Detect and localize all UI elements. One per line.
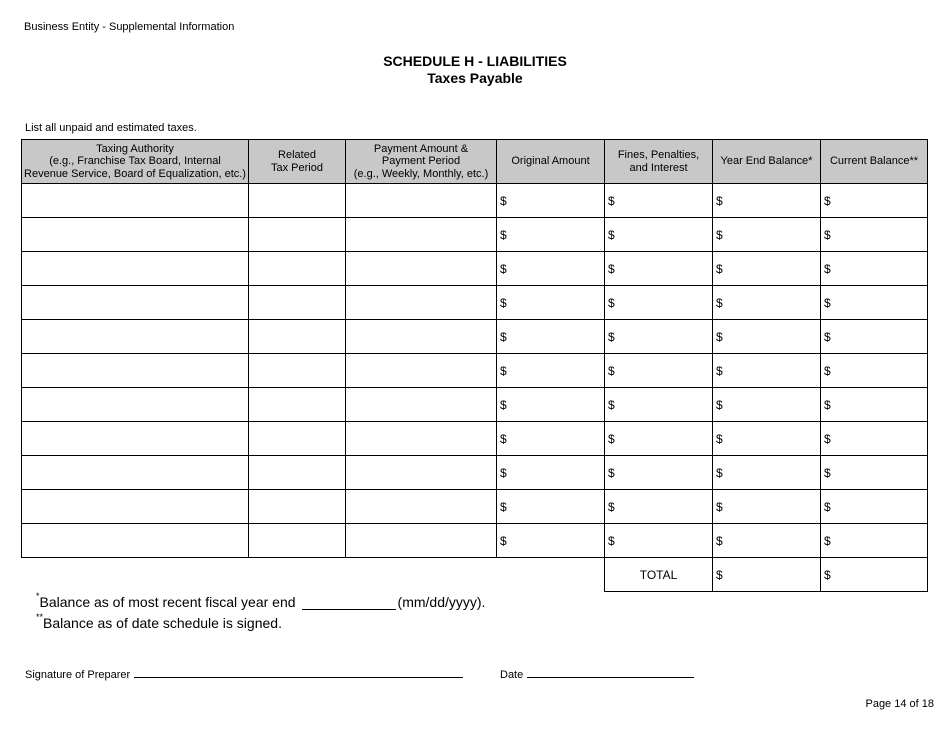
table-cell[interactable] [821, 354, 928, 388]
table-cell[interactable] [22, 218, 249, 252]
table-cell[interactable] [821, 456, 928, 490]
currency-symbol: $ [824, 499, 831, 514]
currency-symbol: $ [716, 329, 723, 344]
table-cell[interactable] [605, 286, 713, 320]
currency-symbol: $ [716, 295, 723, 310]
currency-symbol: $ [500, 363, 507, 378]
table-cell[interactable] [497, 252, 605, 286]
column-header: Current Balance** [821, 140, 928, 184]
table-cell[interactable] [497, 388, 605, 422]
document-header: Business Entity - Supplemental Information [24, 21, 235, 33]
table-cell[interactable] [605, 388, 713, 422]
taxes-payable-table [21, 139, 928, 592]
table-cell[interactable] [713, 252, 821, 286]
currency-symbol: $ [716, 567, 723, 582]
date-blank-field[interactable] [302, 595, 396, 610]
column-header: Related Tax Period [249, 140, 346, 184]
currency-symbol: $ [716, 363, 723, 378]
table-cell[interactable] [249, 524, 346, 558]
table-cell[interactable] [249, 286, 346, 320]
currency-symbol: $ [824, 295, 831, 310]
currency-symbol: $ [500, 329, 507, 344]
currency-symbol: $ [500, 193, 507, 208]
table-cell[interactable] [22, 252, 249, 286]
currency-symbol: $ [608, 533, 615, 548]
currency-symbol: $ [824, 465, 831, 480]
table-cell[interactable] [22, 354, 249, 388]
table-cell[interactable] [22, 320, 249, 354]
currency-symbol: $ [500, 431, 507, 446]
total-row-spacer [22, 558, 605, 592]
table-cell[interactable] [22, 456, 249, 490]
currency-symbol: $ [608, 397, 615, 412]
table-row [22, 184, 928, 218]
table-cell[interactable] [346, 354, 497, 388]
table-row [22, 286, 928, 320]
table-cell[interactable] [346, 320, 497, 354]
table-cell[interactable] [346, 252, 497, 286]
table-cell[interactable] [821, 184, 928, 218]
preparer-signature [25, 666, 463, 681]
table-cell[interactable] [605, 184, 713, 218]
table-row [22, 320, 928, 354]
table-cell[interactable] [713, 354, 821, 388]
currency-symbol: $ [608, 295, 615, 310]
currency-symbol: $ [716, 227, 723, 242]
table-cell[interactable] [497, 354, 605, 388]
currency-symbol: $ [824, 431, 831, 446]
currency-symbol: $ [608, 329, 615, 344]
table-cell[interactable] [346, 524, 497, 558]
column-header: Year End Balance* [713, 140, 821, 184]
date-format-hint: (mm/dd/yyyy). [397, 594, 486, 610]
table-cell[interactable] [249, 320, 346, 354]
table-cell[interactable] [497, 456, 605, 490]
table-header-row [22, 140, 928, 184]
table-cell[interactable] [713, 286, 821, 320]
currency-symbol: $ [824, 533, 831, 548]
currency-symbol: $ [500, 499, 507, 514]
currency-symbol: $ [608, 363, 615, 378]
table-cell[interactable] [249, 490, 346, 524]
table-cell[interactable] [346, 286, 497, 320]
table-cell[interactable] [249, 184, 346, 218]
table-row [22, 490, 928, 524]
table-cell[interactable] [249, 354, 346, 388]
table-cell[interactable] [821, 422, 928, 456]
currency-symbol: $ [500, 261, 507, 276]
table-cell[interactable] [346, 456, 497, 490]
currency-symbol: $ [716, 193, 723, 208]
schedule-title [0, 53, 950, 87]
table-cell[interactable] [821, 286, 928, 320]
table-cell[interactable] [22, 490, 249, 524]
table-cell[interactable] [605, 524, 713, 558]
page-number: Page 14 of 18 [865, 698, 934, 710]
table-row [22, 388, 928, 422]
currency-symbol: $ [500, 397, 507, 412]
currency-symbol: $ [716, 431, 723, 446]
table-cell[interactable] [22, 184, 249, 218]
currency-symbol: $ [608, 261, 615, 276]
currency-symbol: $ [824, 363, 831, 378]
currency-symbol: $ [608, 465, 615, 480]
currency-symbol: $ [824, 397, 831, 412]
table-cell[interactable] [497, 320, 605, 354]
table-cell[interactable] [22, 422, 249, 456]
table-cell[interactable] [713, 456, 821, 490]
total-cell[interactable] [821, 558, 928, 592]
table-row [22, 456, 928, 490]
total-row [22, 558, 928, 592]
currency-symbol: $ [824, 567, 831, 582]
currency-symbol: $ [824, 227, 831, 242]
currency-symbol: $ [608, 431, 615, 446]
table-cell[interactable] [821, 218, 928, 252]
currency-symbol: $ [500, 533, 507, 548]
table-cell[interactable] [821, 524, 928, 558]
currency-symbol: $ [824, 329, 831, 344]
table-cell[interactable] [497, 286, 605, 320]
total-cell[interactable] [713, 558, 821, 592]
table-cell[interactable] [346, 218, 497, 252]
table-cell[interactable] [497, 490, 605, 524]
table-row [22, 252, 928, 286]
table-cell[interactable] [605, 354, 713, 388]
table-cell[interactable] [821, 388, 928, 422]
table-cell[interactable] [605, 320, 713, 354]
table-cell[interactable] [249, 456, 346, 490]
currency-symbol: $ [608, 227, 615, 242]
table-cell[interactable] [22, 388, 249, 422]
table-cell[interactable] [249, 422, 346, 456]
table-cell[interactable] [713, 524, 821, 558]
table-cell[interactable] [605, 422, 713, 456]
currency-symbol: $ [824, 193, 831, 208]
table-cell[interactable] [605, 456, 713, 490]
table-row [22, 354, 928, 388]
table-cell[interactable] [497, 218, 605, 252]
table-cell[interactable] [497, 524, 605, 558]
currency-symbol: $ [500, 227, 507, 242]
table-cell[interactable] [22, 524, 249, 558]
currency-symbol: $ [716, 261, 723, 276]
currency-symbol: $ [824, 261, 831, 276]
currency-symbol: $ [716, 533, 723, 548]
table-cell[interactable] [821, 490, 928, 524]
currency-symbol: $ [500, 465, 507, 480]
currency-symbol: $ [716, 499, 723, 514]
table-row [22, 218, 928, 252]
table-cell[interactable] [346, 490, 497, 524]
footnote-marker: * [36, 591, 40, 601]
instructions: List all unpaid and estimated taxes. [25, 122, 197, 134]
currency-symbol: $ [608, 193, 615, 208]
preparer-signature-label: Signature of Preparer [25, 669, 131, 681]
table-cell[interactable] [821, 320, 928, 354]
table-cell[interactable] [713, 388, 821, 422]
footnote-current [36, 612, 282, 631]
table-cell[interactable] [249, 252, 346, 286]
footnote-marker: ** [36, 612, 44, 622]
table-cell[interactable] [346, 422, 497, 456]
table-cell[interactable] [821, 252, 928, 286]
table-cell[interactable] [497, 184, 605, 218]
table-cell[interactable] [713, 218, 821, 252]
date-signature [500, 666, 694, 681]
footnote-text: Balance as of most recent fiscal year end [39, 594, 296, 610]
table-row [22, 524, 928, 558]
footnote-year-end [36, 591, 486, 610]
table-cell[interactable] [497, 422, 605, 456]
table-cell[interactable] [249, 388, 346, 422]
table-cell[interactable] [605, 218, 713, 252]
date-label: Date [500, 669, 524, 681]
title-line-1: SCHEDULE H - LIABILITIES [383, 53, 567, 69]
column-header: Payment Amount & Payment Period (e.g., Weekly, Monthly, etc.) [346, 140, 497, 184]
table-cell[interactable] [22, 286, 249, 320]
footnote-text: Balance as of date schedule is signed. [43, 615, 282, 631]
table-cell[interactable] [713, 490, 821, 524]
table-row [22, 422, 928, 456]
column-header: Fines, Penalties, and Interest [605, 140, 713, 184]
table-cell[interactable] [713, 184, 821, 218]
table-cell[interactable] [346, 184, 497, 218]
column-header: Original Amount [497, 140, 605, 184]
column-header: Taxing Authority (e.g., Franchise Tax Board, Internal Revenue Service, Board of Equalization, etc.) [22, 140, 249, 184]
currency-symbol: $ [716, 465, 723, 480]
currency-symbol: $ [500, 295, 507, 310]
total-label: TOTAL [605, 558, 713, 592]
preparer-signature-field[interactable] [134, 666, 463, 678]
currency-symbol: $ [608, 499, 615, 514]
table-cell[interactable] [713, 320, 821, 354]
currency-symbol: $ [716, 397, 723, 412]
date-field[interactable] [527, 666, 694, 678]
table-cell[interactable] [249, 218, 346, 252]
table-cell[interactable] [605, 252, 713, 286]
table-cell[interactable] [605, 490, 713, 524]
table-cell[interactable] [713, 422, 821, 456]
title-line-2: Taxes Payable [427, 70, 523, 86]
table-cell[interactable] [346, 388, 497, 422]
